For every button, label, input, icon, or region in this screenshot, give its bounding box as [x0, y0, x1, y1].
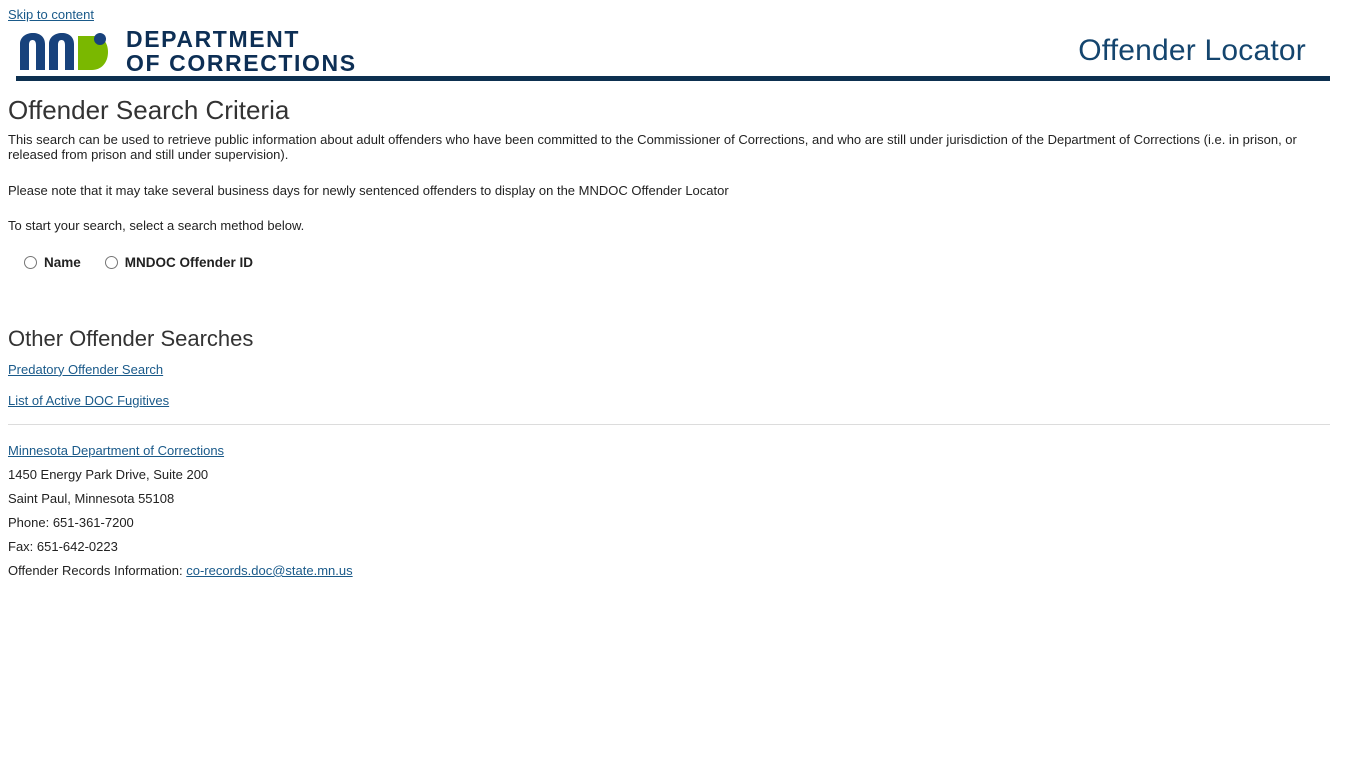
- page-title: Offender Search Criteria: [8, 95, 290, 125]
- brand-logo[interactable]: [16, 27, 357, 75]
- search-method-offender-id[interactable]: [105, 255, 253, 270]
- instruction-text: To start your search, select a search method below.: [8, 217, 305, 233]
- department-name: [126, 27, 357, 75]
- footer-records-line: [8, 559, 1366, 583]
- footer-records-label: Offender Records Information:: [8, 562, 183, 578]
- page-footer: [0, 425, 1366, 583]
- radio-name[interactable]: [24, 256, 37, 269]
- skip-to-content-link[interactable]: Skip to content: [8, 7, 94, 22]
- department-line-1: DEPARTMENT: [126, 25, 301, 52]
- radio-mndoc-offender-id-label[interactable]: MNDOC Offender ID: [124, 254, 254, 270]
- mn-logo-icon: [16, 30, 114, 72]
- department-line-2: OF CORRECTIONS: [126, 50, 357, 76]
- footer-org-line: [8, 439, 1366, 463]
- app-title: Offender Locator: [1078, 34, 1306, 67]
- mn-doc-link[interactable]: Minnesota Department of Corrections: [8, 442, 225, 458]
- predatory-offender-search-link[interactable]: Predatory Offender Search: [8, 361, 164, 377]
- main-content: [0, 81, 1366, 408]
- radio-mndoc-offender-id[interactable]: [105, 256, 118, 269]
- footer-address-1: 1450 Energy Park Drive, Suite 200: [8, 466, 209, 482]
- active-doc-fugitives-link[interactable]: List of Active DOC Fugitives: [8, 392, 170, 408]
- intro-text: This search can be used to retrieve public information about adult offenders who have been committed to the Commissioner of Corrections, and who are still under jurisdiction of the Department of Corrections (i.e. in prison, or released from prison and still under supervision).: [8, 132, 1297, 163]
- search-method-name[interactable]: [24, 255, 81, 270]
- note-text: Please note that it may take several business days for newly sentenced offenders to display on the MNDOC Offender Locator: [8, 182, 729, 198]
- records-email-link[interactable]: co-records.doc@state.mn.us: [186, 562, 353, 578]
- footer-fax: Fax: 651-642-0223: [8, 538, 118, 554]
- other-searches-title: Other Offender Searches: [8, 325, 254, 351]
- other-searches-links: [8, 362, 1330, 408]
- footer-address-2: Saint Paul, Minnesota 55108: [8, 490, 175, 506]
- footer-phone: Phone: 651-361-7200: [8, 514, 134, 530]
- skip-link-container: [0, 0, 1366, 24]
- search-method-group: [24, 255, 1330, 270]
- radio-name-label[interactable]: Name: [44, 254, 81, 270]
- page-header: [0, 24, 1366, 76]
